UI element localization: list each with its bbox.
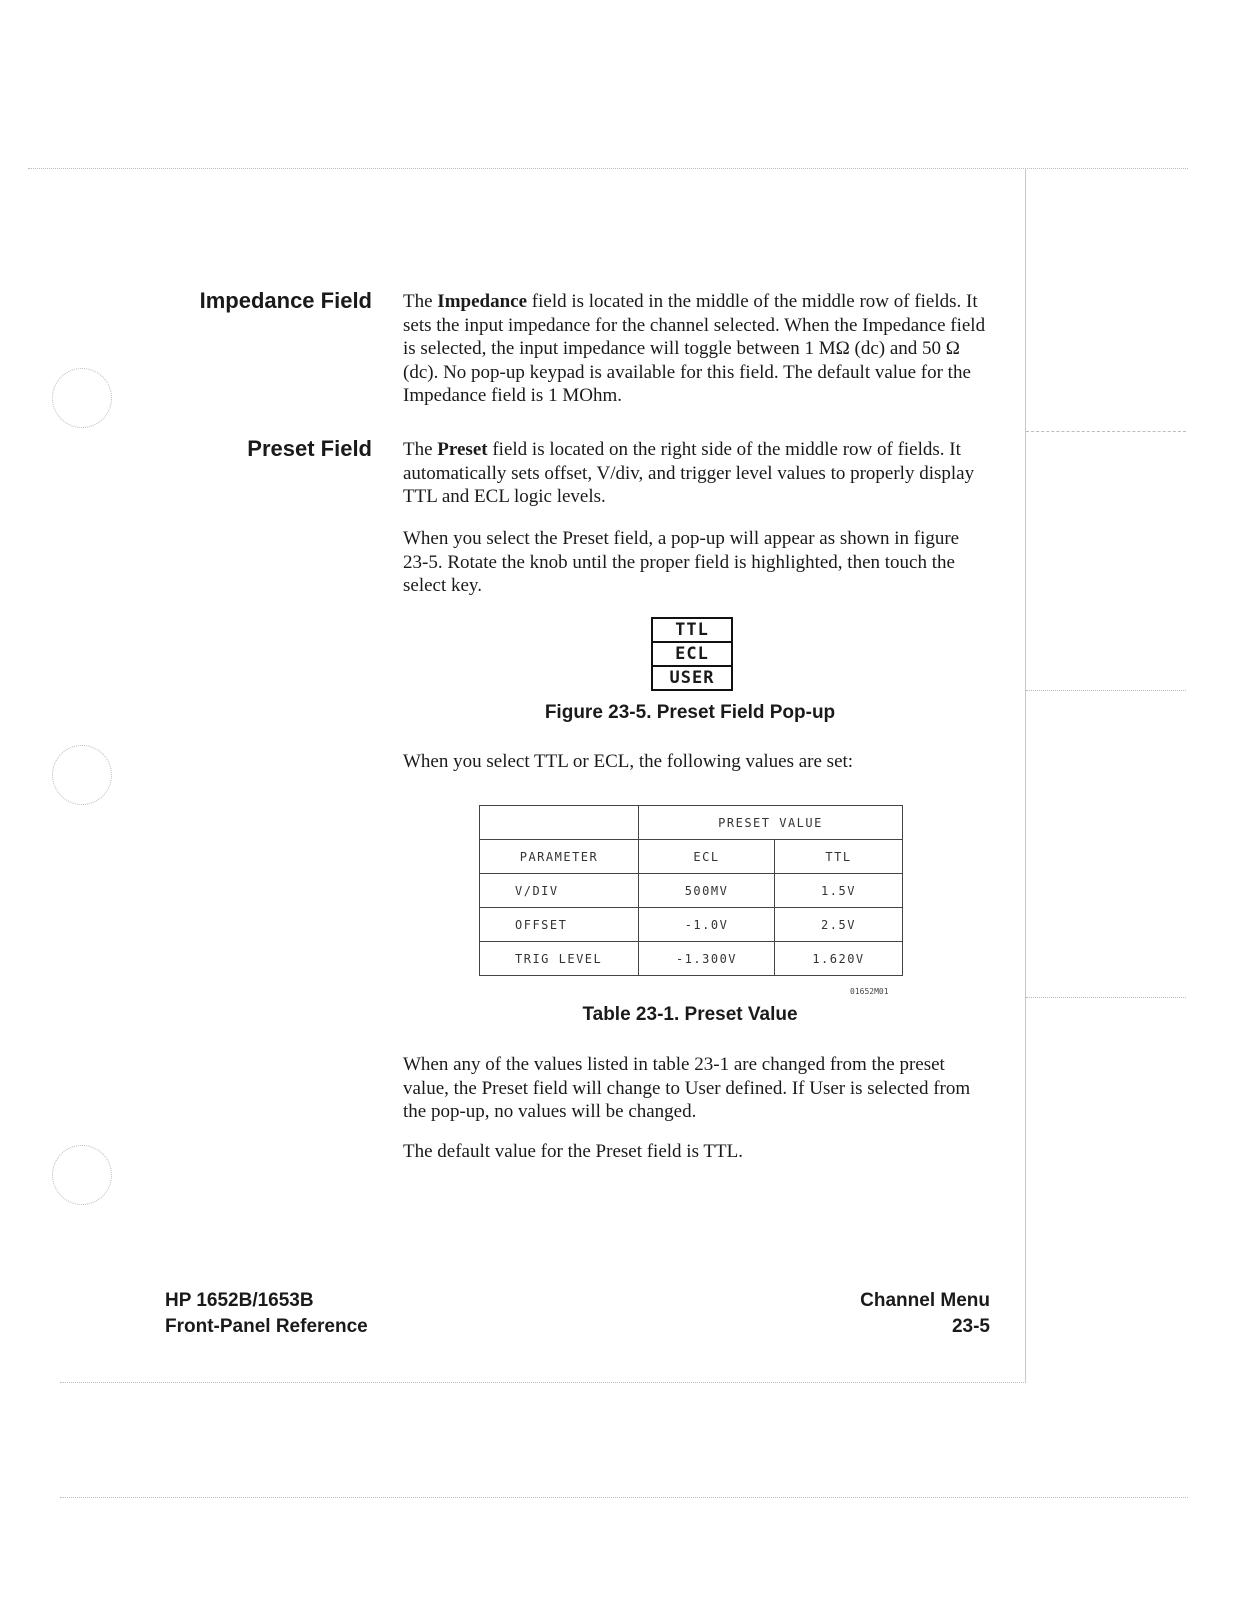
section-heading-preset: Preset Field — [247, 436, 372, 461]
table-row — [480, 942, 903, 976]
table-empty-cell — [480, 806, 639, 840]
table-cell-ttl: 1.620V — [775, 942, 903, 976]
punch-hole-3 — [52, 1145, 112, 1205]
table-header-row-1 — [480, 806, 903, 840]
table-cell-ecl: -1.0V — [639, 908, 775, 942]
footer-page-number: 23-5 — [951, 1316, 990, 1337]
table-cell-param: V/DIV — [480, 874, 639, 908]
popup-option-ttl: TTL — [653, 619, 731, 643]
popup-option-user: USER — [669, 668, 715, 688]
table-cell-param: TRIG LEVEL — [480, 942, 639, 976]
footer-manual-model: HP 1652B/1653B — [165, 1290, 314, 1311]
footer-scan-border — [60, 1497, 1188, 1498]
impedance-paragraph — [403, 290, 988, 408]
right-tab-line-2 — [1026, 690, 1186, 691]
table-param-header: PARAMETER — [480, 840, 639, 874]
preset-paragraph-2: When you select the Preset field, a pop-up will appear as shown in figure 23-5. Rotate the knob until the proper field is highlighted, then touch the select key. — [403, 528, 960, 596]
table-group-header: PRESET VALUE — [639, 806, 903, 840]
punch-hole-2 — [52, 745, 112, 805]
top-scan-border — [28, 168, 1188, 169]
table-cell-ecl: -1.300V — [639, 942, 775, 976]
section-heading-impedance: Impedance Field — [199, 288, 372, 313]
para-lead: The — [403, 291, 438, 312]
punch-hole-1 — [52, 368, 112, 428]
table-caption: Table 23-1. Preset Value — [582, 1004, 798, 1025]
table-intro: When you select TTL or ECL, the following values are set: — [403, 751, 854, 772]
para-bold-term: Impedance — [437, 291, 528, 312]
figure-caption: Figure 23-5. Preset Field Pop-up — [544, 702, 836, 723]
para-text: field is located in the middle of the middle row of fields. It sets the input impedance for the channel selected. When the Impedance field is selected, the input impedance will toggle between 1 MΩ (dc) and 50 Ω (dc). No pop-up keypad is available for this field. The default value for the Impedance field is 1 MOhm. — [403, 291, 986, 406]
table-cell-ttl: 2.5V — [775, 908, 903, 942]
para-text: field is located on the right side of the middle row of fields. It automatically sets offset, V/div, and trigger level values to properly display TTL and ECL logic levels. — [403, 439, 975, 507]
table-cell-ttl: 1.5V — [775, 874, 903, 908]
closing-paragraph-1: When any of the values listed in table 23-1 are changed from the preset value, the Preset field will change to User defined. If User is selected from the pop-up, no values will be changed. — [403, 1054, 971, 1122]
popup-option-ecl: ECL — [653, 643, 731, 667]
table-cell-param: OFFSET — [480, 908, 639, 942]
bottom-scan-border — [60, 1382, 1026, 1383]
para-lead: The — [403, 439, 438, 460]
table-cell-ecl: 500MV — [639, 874, 775, 908]
footer-chapter-title: Channel Menu — [860, 1290, 990, 1311]
table-col-header-ecl: ECL — [639, 840, 775, 874]
table-row — [480, 908, 903, 942]
preset-paragraph-1 — [403, 438, 988, 509]
preset-value-table — [479, 805, 903, 976]
right-tab-line-1 — [1026, 431, 1186, 432]
table-row — [480, 874, 903, 908]
right-tab-line-3 — [1026, 997, 1186, 998]
para-bold-term: Preset — [437, 439, 488, 460]
footer-right — [790, 1288, 990, 1340]
closing-paragraph-2: The default value for the Preset field is TTL. — [403, 1141, 743, 1162]
table-reference-code: 01652M01 — [850, 987, 889, 996]
preset-popup-figure — [651, 617, 733, 691]
table-header-row-2 — [480, 840, 903, 874]
right-page-edge — [1025, 168, 1026, 1383]
table-col-header-ttl: TTL — [775, 840, 903, 874]
footer-manual-title: Front-Panel Reference — [165, 1316, 368, 1337]
footer-left — [165, 1288, 368, 1340]
